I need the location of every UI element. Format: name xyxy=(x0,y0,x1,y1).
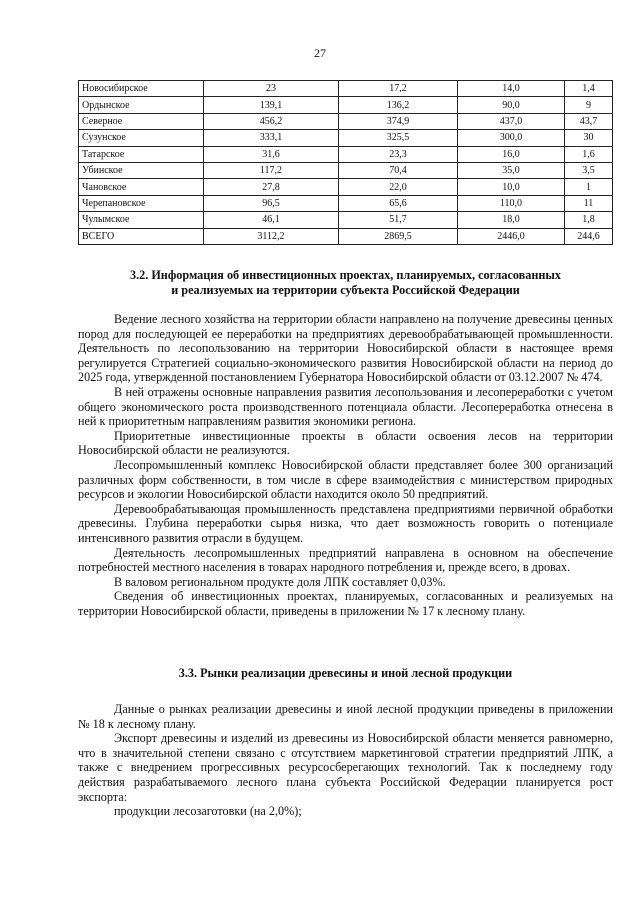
table-row xyxy=(79,130,613,146)
paragraph: Приоритетные инвестиционные проекты в области освоения лесов на территории Новосибирской области не реализуются. xyxy=(78,428,613,458)
value-cell: 70,4 xyxy=(339,162,458,178)
value-cell: 374,9 xyxy=(339,113,458,129)
table-row xyxy=(79,162,613,178)
value-cell: 139,1 xyxy=(204,97,339,113)
region-volume-table xyxy=(78,80,613,245)
value-cell: 46,1 xyxy=(204,212,339,228)
value-cell: 3112,2 xyxy=(204,228,339,244)
page-number: 27 xyxy=(314,46,326,60)
paragraph: Данные о рынках реализации древесины и иной лесной продукции приведены в приложении № 18 к лесному плану. xyxy=(78,702,613,731)
paragraph: Деревообрабатывающая промышленность представлена предприятиями первичной обработки древесины. Глубина переработки сырья низка, что дает возможность говорить о потенциале интенсивного развития отрасли в будущем. xyxy=(78,501,613,545)
paragraph: Экспорт древесины и изделий из древесины из Новосибирской области меняется равномерно, что в значительной степени связано с отсутствием маркетинговой стратегии предприятий ЛПК, а также с внедрением прогрессивных ресурсосберегающих технологий. Так к последнему году действия разрабатываемого лесного плана субъекта Российской Федерации планируется рост экспорта: xyxy=(78,731,613,804)
value-cell: 96,5 xyxy=(204,195,339,211)
value-cell: 437,0 xyxy=(458,113,565,129)
value-cell: 14,0 xyxy=(458,81,565,97)
value-cell: 325,5 xyxy=(339,130,458,146)
value-cell: 244,6 xyxy=(565,228,613,244)
value-cell: 1 xyxy=(565,179,613,195)
value-cell: 1,4 xyxy=(565,81,613,97)
region-name-cell: Черепановское xyxy=(79,195,204,211)
value-cell: 2446,0 xyxy=(458,228,565,244)
value-cell: 456,2 xyxy=(204,113,339,129)
section-3-2-body xyxy=(78,312,613,618)
value-cell: 333,1 xyxy=(204,130,339,146)
table-row xyxy=(79,113,613,129)
table-row xyxy=(79,179,613,195)
table-row xyxy=(79,195,613,211)
value-cell: 51,7 xyxy=(339,212,458,228)
section-3-3-heading: 3.3. Рынки реализации древесины и иной лесной продукции xyxy=(178,666,513,680)
paragraph: Деятельность лесопромышленных предприятий направлена в основном на обеспечение потребностей местного населения в товарах народного потребления и, прежде всего, в дровах. xyxy=(78,545,613,575)
section-3-2-heading-line1: 3.2. Информация об инвестиционных проектах, планируемых, согласованных xyxy=(130,268,561,282)
value-cell: 43,7 xyxy=(565,113,613,129)
paragraph: В ней отражены основные направления развития лесопользования и лесопереработки с учетом общего экономического роста производственного потенциала области. Лесопереработка отнесена в ней к приоритетным направлениям развития экономики региона. xyxy=(78,384,613,429)
table-row xyxy=(79,81,613,97)
value-cell: 110,0 xyxy=(458,195,565,211)
region-name-cell: Чановское xyxy=(79,179,204,195)
paragraph: Сведения об инвестиционных проектах, планируемых, согласованных и реализуемых на территории Новосибирской области, приведены в приложении № 17 к лесному плану. xyxy=(78,589,613,618)
value-cell: 31,6 xyxy=(204,146,339,162)
section-3-2-heading-line2: и реализуемых на территории субъекта Российской Федерации xyxy=(171,283,520,297)
value-cell: 22,0 xyxy=(339,179,458,195)
value-cell: 1,8 xyxy=(565,212,613,228)
region-name-cell: ВСЕГО xyxy=(79,228,204,244)
table-row xyxy=(79,228,613,244)
value-cell: 17,2 xyxy=(339,81,458,97)
region-name-cell: Новосибирское xyxy=(79,81,204,97)
value-cell: 35,0 xyxy=(458,162,565,178)
value-cell: 3,5 xyxy=(565,162,613,178)
value-cell: 9 xyxy=(565,97,613,113)
value-cell: 300,0 xyxy=(458,130,565,146)
value-cell: 23 xyxy=(204,81,339,97)
value-cell: 90,0 xyxy=(458,97,565,113)
value-cell: 65,6 xyxy=(339,195,458,211)
value-cell: 23,3 xyxy=(339,146,458,162)
value-cell: 1,6 xyxy=(565,146,613,162)
table-row xyxy=(79,97,613,113)
value-cell: 30 xyxy=(565,130,613,146)
region-name-cell: Чулымское xyxy=(79,212,204,228)
value-cell: 10,0 xyxy=(458,179,565,195)
paragraph: продукции лесозаготовки (на 2,0%); xyxy=(114,804,302,819)
region-name-cell: Ордынское xyxy=(79,97,204,113)
value-cell: 27,8 xyxy=(204,179,339,195)
value-cell: 16,0 xyxy=(458,146,565,162)
value-cell: 2869,5 xyxy=(339,228,458,244)
value-cell: 11 xyxy=(565,195,613,211)
section-3-2-heading xyxy=(78,268,613,298)
region-name-cell: Убинское xyxy=(79,162,204,178)
paragraph: Ведение лесного хозяйства на территории области направлено на получение древесины ценных пород для последующей ее переработки на предприятиях деревообрабатывающей промышленности. Деятельность по лесопользованию на территории Новосибирской области в настоящее время регулируется Стратегией социально-экономического развития Новосибирской области на период до 2025 года, утвержденной постановлением Губернатора Новосибирской области от 03.12.2007 № 474. xyxy=(78,312,613,385)
section-3-3-body xyxy=(78,702,613,819)
region-name-cell: Сузунское xyxy=(79,130,204,146)
paragraph: В валовом региональном продукте доля ЛПК составляет 0,03%. xyxy=(114,574,446,589)
value-cell: 117,2 xyxy=(204,162,339,178)
region-name-cell: Татарское xyxy=(79,146,204,162)
table-row xyxy=(79,146,613,162)
value-cell: 18,0 xyxy=(458,212,565,228)
region-name-cell: Северное xyxy=(79,113,204,129)
table-row xyxy=(79,212,613,228)
paragraph: Лесопромышленный комплекс Новосибирской области представляет более 300 организаций различных форм собственности, в том числе в сфере взаимодействия с министерством природных ресурсов и экологии Новосибирской области находится около 50 предприятий. xyxy=(78,457,613,502)
value-cell: 136,2 xyxy=(339,97,458,113)
